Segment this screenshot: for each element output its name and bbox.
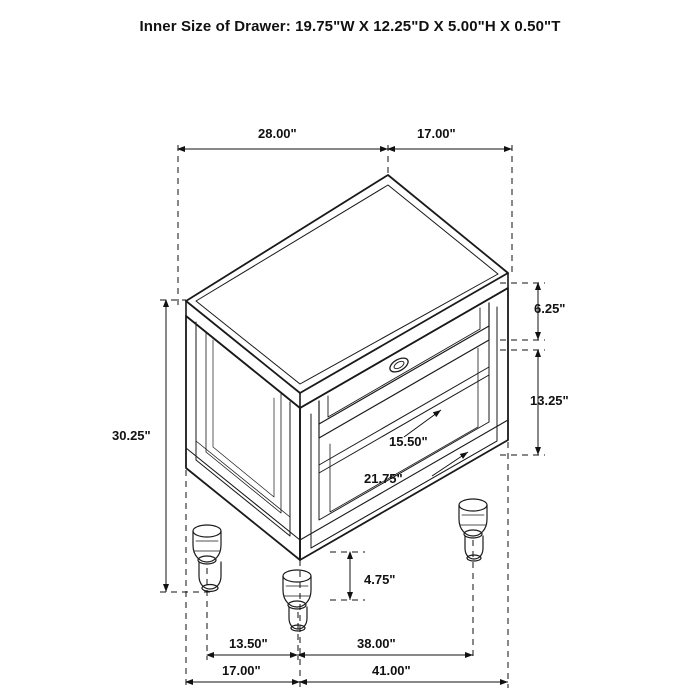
- dim-label-drawer-zone: 13.25": [530, 393, 569, 408]
- dim-label-overall-height: 30.25": [112, 428, 151, 443]
- dim-label-top-width-right: 17.00": [417, 126, 456, 141]
- dim-label-foot-right: 41.00": [372, 663, 411, 678]
- dim-label-leg-height: 4.75": [364, 572, 396, 587]
- furniture-outline: [186, 175, 508, 631]
- dim-label-base-right: 38.00": [357, 636, 396, 651]
- dim-label-inner-opening-b: 21.75": [364, 471, 403, 486]
- dim-label-top-to-drawer: 6.25": [534, 301, 566, 316]
- dim-label-top-width-left: 28.00": [258, 126, 297, 141]
- dim-label-foot-left: 17.00": [222, 663, 261, 678]
- dim-label-inner-opening-a: 15.50": [389, 434, 428, 449]
- page-title: Inner Size of Drawer: 19.75"W X 12.25"D X 5.00"H X 0.50"T: [139, 18, 561, 35]
- dim-label-base-left: 13.50": [229, 636, 268, 651]
